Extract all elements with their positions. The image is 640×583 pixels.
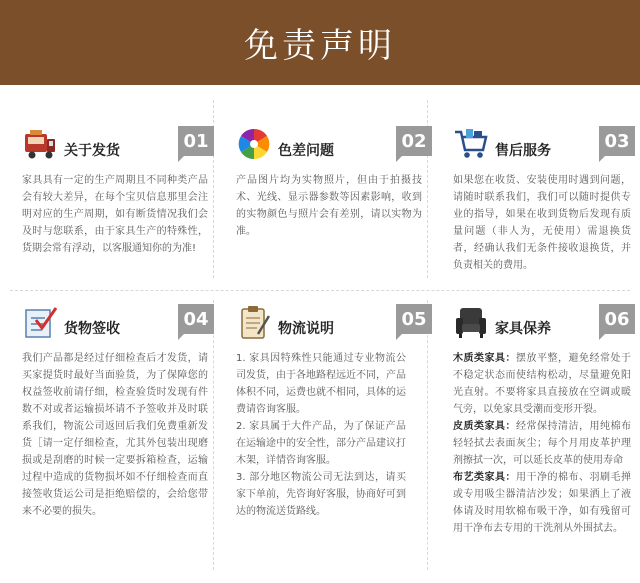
section-logistics [236,304,427,520]
color-wheel-icon [236,126,272,162]
section-shipping [22,126,212,257]
section-body: 我们产品都是经过仔细检查后才发货，请买家提货时最好当面验货，为了保障您的权益签收前请仔细，检查验货时发现有件数不对或者运输损坏请不予签收并及时联系我们，物流公司返回后我们免费重新发货［请一定仔细检查，尤其外包装出现磨损或是刮磨的时候一定要拆箱检查，运输过程中造成的货物损坏如不仔细检查而直接签收货运公司是拒绝赔偿的，会给您带来不必要的损失。 [22,353,208,517]
care-item [453,350,631,418]
section-title: 售后服务 [495,143,551,159]
logistics-paragraph: 3. 部分地区物流公司无法到达，请买家下单前，先咨询好客服，协商好可到达的物流送货路线。 [236,472,406,517]
armchair-icon [453,304,489,340]
section-body [453,350,631,537]
section-title: 家具保养 [495,321,551,337]
header-banner [0,0,640,85]
section-body [236,350,406,520]
checklist-icon [22,304,58,340]
section-title: 关于发货 [64,143,120,159]
section-number-badge: 06 [599,304,635,334]
section-color-difference [236,126,427,240]
section-title: 物流说明 [278,321,334,337]
section-title: 色差问题 [278,143,334,159]
care-item-label: 布艺类家具： [453,472,516,483]
section-number-badge: 04 [178,304,214,334]
section-number-badge: 01 [178,126,214,156]
care-item-text: 用干净的棉布、羽刷毛掸或专用吸尘器清洁沙发；如果洒上了液体请及时用软棉布吸干净，如有残留可用干净布去专用的干洗剂从外围拭去。 [453,472,631,534]
care-item-text: 摆放平整，避免经常处于不稳定状态而使结构松动，尽量避免阳光直射。不要将家具直接放在空调或暖气旁，以免家具受潮而变形开裂。 [453,353,631,415]
section-body: 如果您在收货、安装使用时遇到问题，请随时联系我们，我们可以随时提供专业的指导，如果在收到货物后发现有质量问题（非人为，无使用）需退换货者，经确认我们无条件接收退换货，并负责相关的费用。 [453,175,631,271]
section-body: 家具具有一定的生产周期且不同种类产品会有较大差异，在每个宝贝信息那里会注明对应的生产周期，如有断货情况我们会及时与您联系，由于家具生产的特殊性，货期会常有浮动，以客服通知你的为准! [22,175,208,254]
care-item-text: 经常保持清洁，用纯棉布轻轻拭去表面灰尘；每个月用皮革护理剂擦拭一次，可以延长皮革的使用寿命 [453,421,631,466]
page-title: 免责声明 [244,26,396,66]
logistics-paragraph: 1. 家具因特殊性只能通过专业物流公司发货，由于各地路程远近不同，产品体积不同，运费也就不相同，具体的运费请咨询客服。 [236,353,406,415]
care-item [453,469,631,537]
section-body: 产品图片均为实物照片，但由于拍摄技术、光线、显示器参数等因素影响，收到的实物颜色与照片会有差别，请以实物为准。 [236,175,422,237]
section-number-badge: 03 [599,126,635,156]
truck-icon [22,126,58,162]
section-receipt [22,304,212,520]
care-item-label: 皮质类家具： [453,421,516,432]
care-item-label: 木质类家具： [453,353,516,364]
column-divider [213,300,214,570]
section-furniture-care [453,304,633,537]
logistics-paragraph: 2. 家具属于大件产品，为了保证产品在运输途中的安全性，部分产品建议打木架，详情咨询客服。 [236,421,406,466]
shopping-cart-icon [453,126,489,162]
section-title: 货物签收 [64,321,120,337]
column-divider [427,300,428,570]
care-item [453,418,631,469]
row-divider [10,290,630,291]
section-number-badge: 02 [396,126,432,156]
section-number-badge: 05 [396,304,432,334]
clipboard-icon [236,304,272,340]
section-after-sales [453,126,633,274]
